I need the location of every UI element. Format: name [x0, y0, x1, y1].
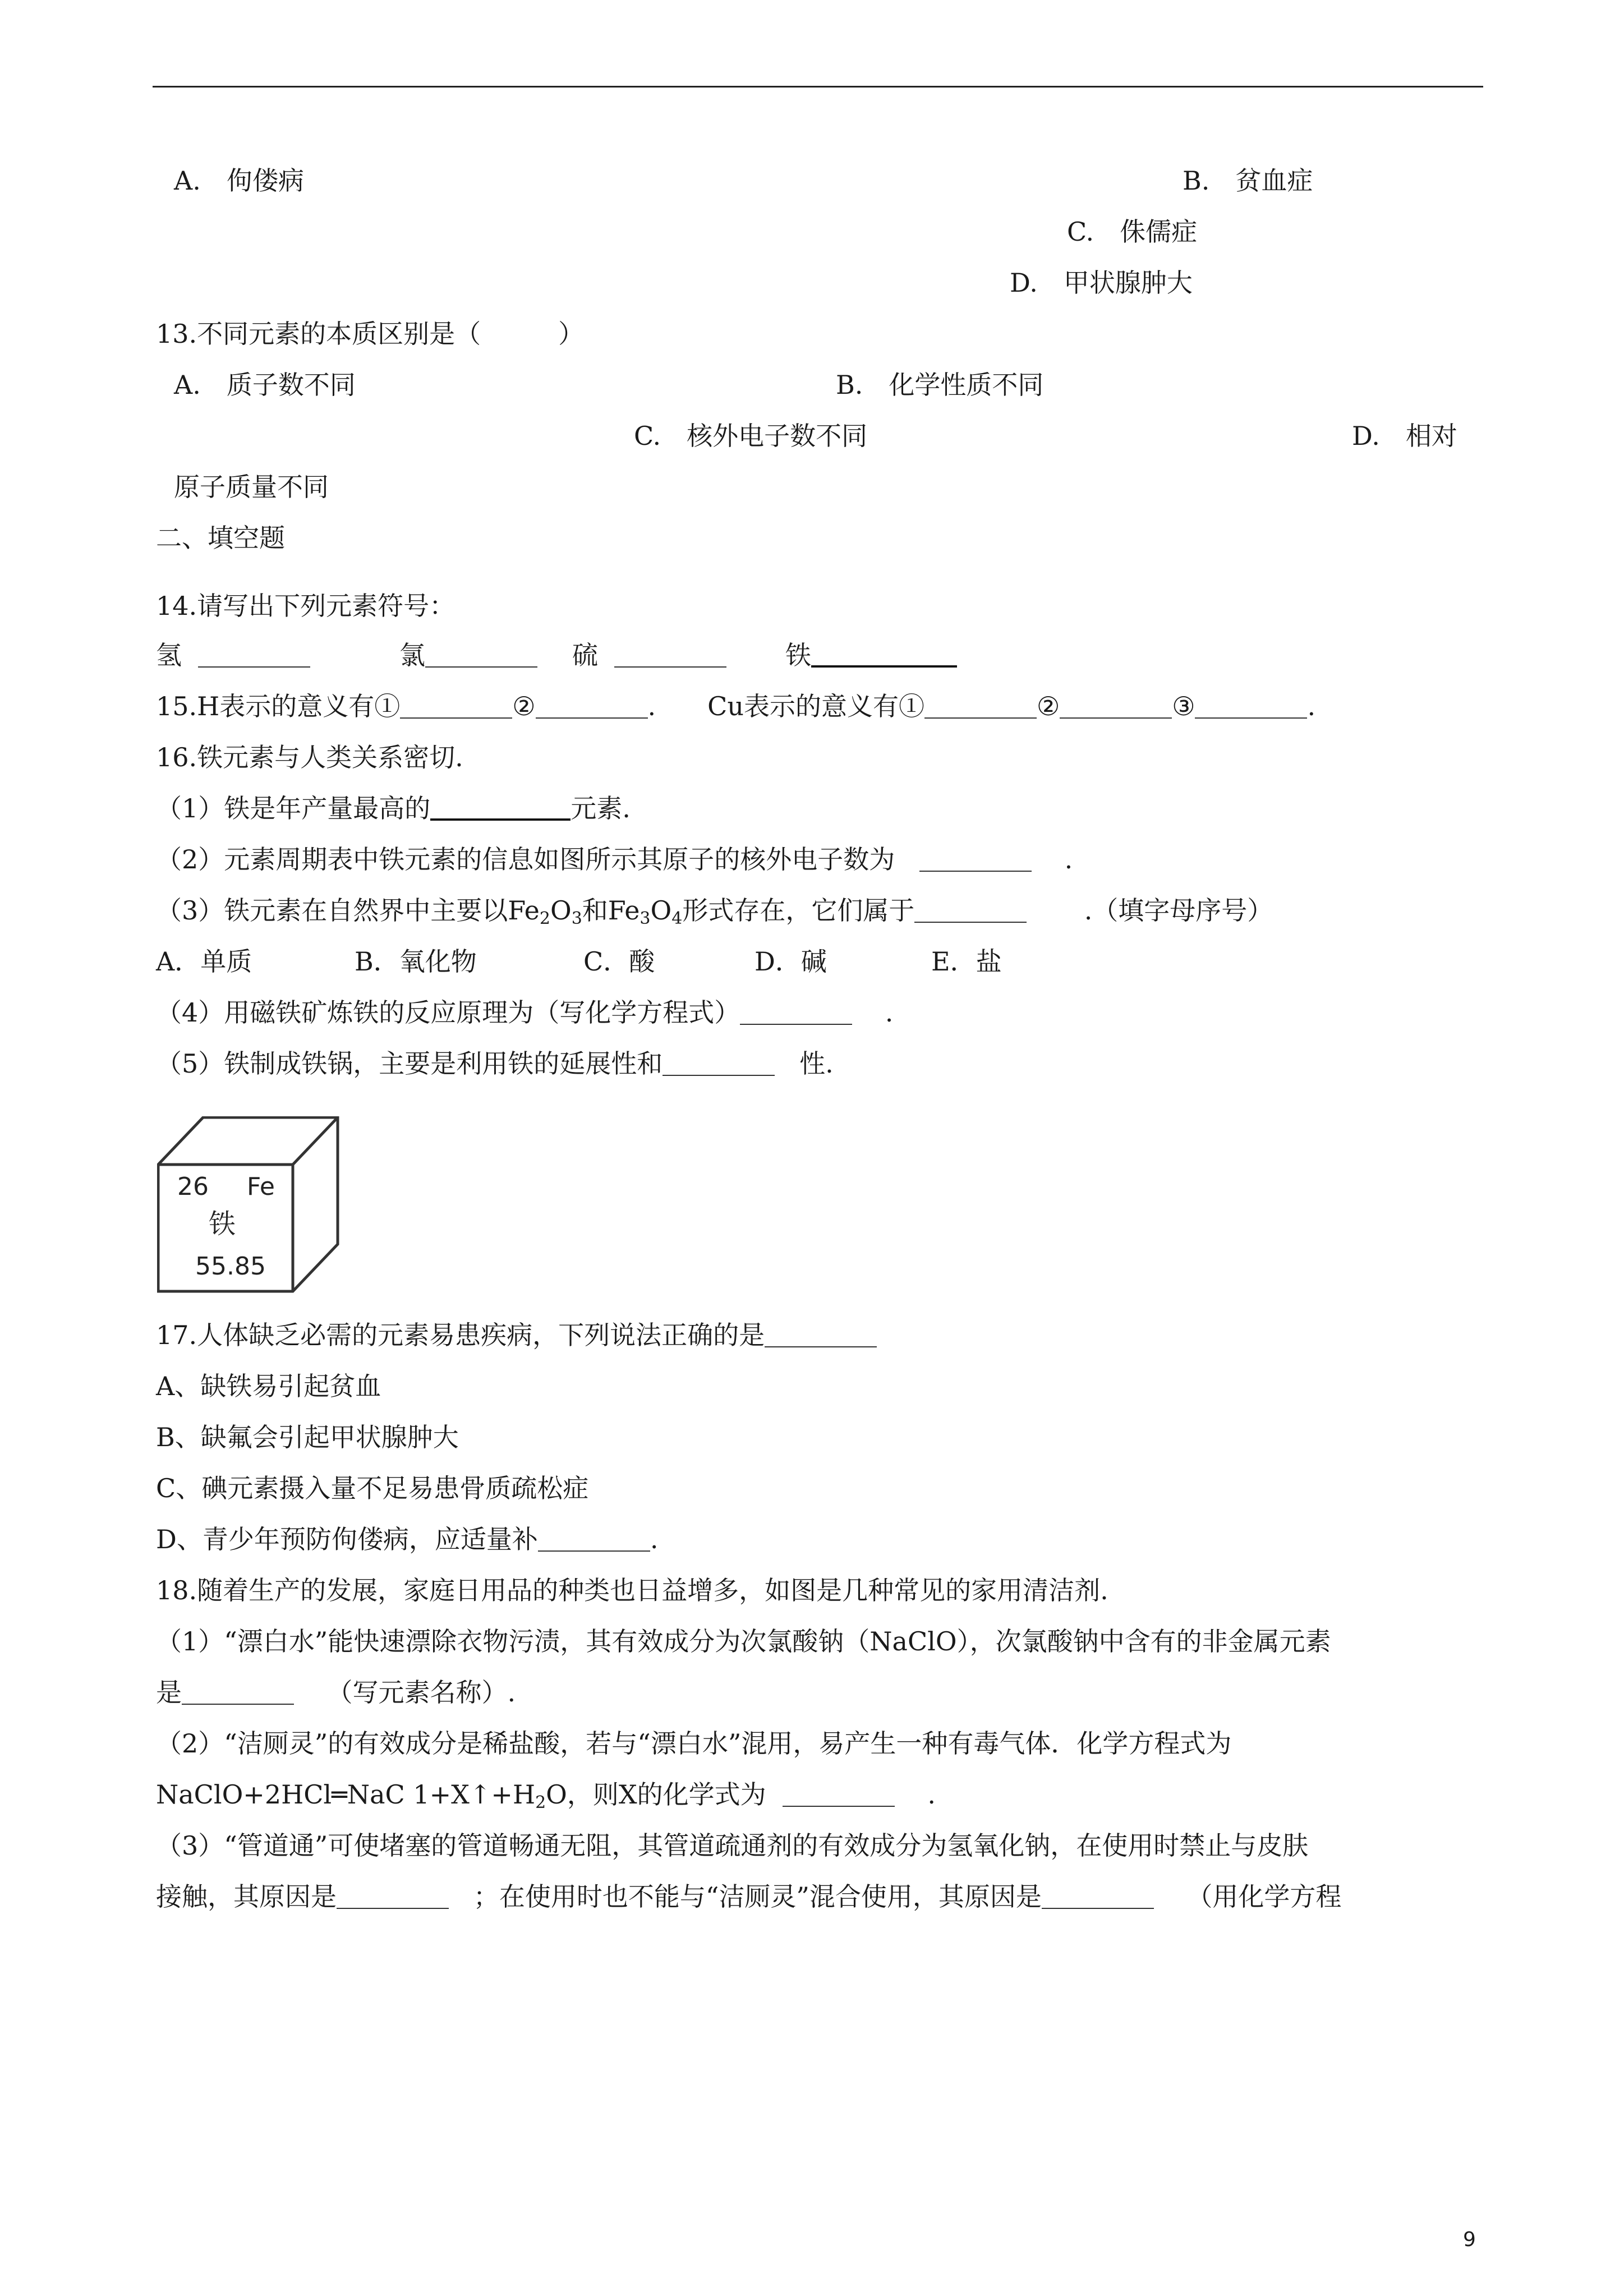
answer-blank[interactable] — [425, 644, 537, 668]
q18-p1-text-b: 是 — [156, 1677, 182, 1708]
q18-p2-end: . — [927, 1779, 936, 1810]
answer-blank[interactable] — [198, 644, 310, 668]
answer-blank[interactable] — [337, 1885, 449, 1909]
q14-element-chlorine: 氯 — [399, 640, 425, 670]
q13-option-c: C. 核外电子数不同 — [634, 421, 868, 451]
q16-p3-text-f: .（填字母序号） — [1084, 895, 1273, 926]
answer-blank[interactable] — [614, 644, 726, 668]
element-name: 铁 — [209, 1208, 236, 1240]
q16-p3-text-d: O — [650, 895, 672, 926]
q16-p3-text-b: O — [550, 895, 572, 926]
answer-blank[interactable] — [538, 1528, 650, 1552]
q17-option-b: B、缺氟会引起甲状腺肿大 — [156, 1422, 459, 1452]
q16-p4-text: （4）用磁铁矿炼铁的反应原理为（写化学方程式） — [156, 997, 740, 1028]
q18-p3-text-b: 接触，其原因是 — [156, 1881, 337, 1912]
answer-blank[interactable] — [1060, 695, 1172, 719]
q16-p5-end: 性. — [799, 1048, 834, 1079]
q16-option-b: B．氧化物 — [355, 946, 477, 977]
q13-stem: 13.不同元素的本质区别是（ ） — [156, 319, 585, 349]
q15-text-e: ③ — [1172, 691, 1195, 721]
q18-part-2: （2）“洁厕灵”的有效成分是稀盐酸，若与“漂白水”混用，易产生一种有毒气体．化学方程式为 — [156, 1728, 1232, 1759]
element-symbol: Fe — [247, 1172, 275, 1201]
q18-p2-equation: NaClO+2HCl═NaC 1+X↑+H — [156, 1779, 536, 1810]
q16-part-5 — [156, 1047, 834, 1080]
q16-p4-end: . — [885, 997, 894, 1028]
atomic-number: 26 — [177, 1172, 209, 1201]
iron-periodic-card — [157, 1116, 348, 1301]
answer-blank[interactable] — [536, 695, 648, 719]
q17-option-d-end: . — [650, 1524, 659, 1554]
subscript: 2 — [539, 909, 550, 928]
atomic-mass: 55.85 — [195, 1252, 266, 1281]
q17-option-c: C、碘元素摄入量不足易患骨质疏松症 — [156, 1473, 589, 1503]
subscript: 3 — [571, 909, 582, 928]
answer-blank[interactable] — [740, 1001, 852, 1025]
q16-option-e: E．盐 — [931, 946, 1002, 977]
page-number: 9 — [1463, 2228, 1476, 2251]
q18-p2-text-c: O，则X的化学式为 — [546, 1779, 766, 1810]
q16-p1-text: （1）铁是年产量最高的 — [156, 793, 431, 823]
answer-blank[interactable] — [430, 796, 571, 821]
q18-part-3: （3）“管道通”可使堵塞的管道畅通无阻，其管道疏通剂的有效成分为氢氧化钠，在使用时禁止与皮肤 — [156, 1830, 1309, 1861]
q14-sulfur — [572, 638, 726, 672]
answer-blank[interactable] — [1195, 695, 1307, 719]
q16-p2-text: （2）元素周期表中铁元素的信息如图所示其原子的核外电子数为 — [156, 844, 895, 875]
answer-blank[interactable] — [919, 848, 1032, 872]
q18-p1-text-c: （写元素名称）. — [326, 1677, 516, 1708]
q18-part-2-cont — [156, 1778, 936, 1811]
q16-p3-text-e: 形式存在，它们属于 — [682, 895, 915, 926]
q12-option-c: C. 侏儒症 — [1067, 217, 1198, 247]
subscript: 4 — [671, 909, 683, 928]
q14-chlorine — [399, 638, 537, 672]
q16-p3-text-c: 和Fe — [582, 895, 640, 926]
subscript: 2 — [535, 1793, 546, 1812]
q14-iron — [785, 638, 957, 672]
q16-option-d: D．碱 — [755, 946, 827, 977]
q14-element-iron: 铁 — [785, 640, 811, 670]
q16-part-2 — [156, 843, 1073, 876]
answer-blank[interactable] — [1042, 1885, 1154, 1909]
q18-part-1-cont — [156, 1676, 516, 1709]
q16-part-1 — [156, 792, 631, 825]
answer-blank[interactable] — [765, 1324, 877, 1347]
q16-part-4 — [156, 996, 893, 1029]
q18-p3-text-d: （用化学方程 — [1186, 1881, 1342, 1912]
q18-part-3-cont — [156, 1880, 1341, 1913]
q16-p1-end: 元素. — [571, 793, 631, 823]
q12-option-d: D. 甲状腺肿大 — [1010, 268, 1193, 298]
q18-stem: 18.随着生产的发展，家庭日用品的种类也日益增多，如图是几种常见的家用清洁剂. — [156, 1575, 1108, 1605]
q17-option-d — [156, 1522, 659, 1556]
q13-option-d: D. 相对 — [1352, 421, 1457, 451]
q16-p2-end: . — [1064, 844, 1073, 875]
q17-stem-text: 17.人体缺乏必需的元素易患疾病，下列说法正确的是 — [156, 1320, 765, 1350]
q13-option-a: A. 质子数不同 — [174, 370, 356, 400]
q17-stem — [156, 1318, 877, 1352]
answer-blank[interactable] — [924, 695, 1037, 719]
q14-element-sulfur: 硫 — [572, 640, 598, 670]
q16-p3-text-a: （3）铁元素在自然界中主要以Fe — [156, 895, 540, 926]
q18-p3-text-c: ；在使用时也不能与“洁厕灵”混合使用，其原因是 — [473, 1881, 1042, 1912]
q16-option-a: A．单质 — [156, 946, 252, 977]
q15-text-a: 15.H表示的意义有① — [156, 691, 401, 721]
q15-text-c: . Cu表示的意义有① — [647, 691, 924, 721]
q15-line — [156, 689, 1315, 723]
q13-option-d-continued: 原子质量不同 — [174, 472, 329, 502]
answer-blank[interactable] — [400, 695, 512, 719]
q16-stem: 16.铁元素与人类关系密切. — [156, 742, 463, 772]
q17-option-a: A、缺铁易引起贫血 — [156, 1371, 381, 1401]
answer-blank[interactable] — [783, 1783, 895, 1807]
answer-blank[interactable] — [811, 643, 957, 668]
q16-part-3 — [156, 894, 1273, 927]
subscript: 3 — [640, 909, 651, 928]
answer-blank[interactable] — [914, 899, 1027, 923]
answer-blank[interactable] — [663, 1052, 775, 1076]
q16-option-c: C．酸 — [583, 946, 655, 977]
q13-option-b: B. 化学性质不同 — [836, 370, 1044, 400]
q16-p5-text: （5）铁制成铁锅，主要是利用铁的延展性和 — [156, 1048, 663, 1079]
q18-part-1: （1）“漂白水”能快速漂除衣物污渍，其有效成分为次氯酸钠（NaClO），次氯酸钠中含有的非金属元素 — [156, 1626, 1331, 1657]
q15-text-f: . — [1307, 691, 1316, 721]
q15-text-b: ② — [512, 691, 536, 721]
q15-text-d: ② — [1036, 691, 1060, 721]
q14-symbol-row — [156, 638, 310, 672]
q14-element-hydrogen: 氢 — [156, 640, 182, 670]
q14-stem: 14.请写出下列元素符号： — [156, 591, 456, 621]
q12-option-b: B. 贫血症 — [1183, 165, 1313, 196]
q17-option-d-text: D、青少年预防佝偻病，应适量补 — [156, 1524, 538, 1554]
q12-option-a: A. 佝偻病 — [174, 165, 304, 196]
header-rule — [153, 86, 1483, 88]
section-title: 二、填空题 — [156, 523, 285, 553]
answer-blank[interactable] — [182, 1681, 294, 1705]
